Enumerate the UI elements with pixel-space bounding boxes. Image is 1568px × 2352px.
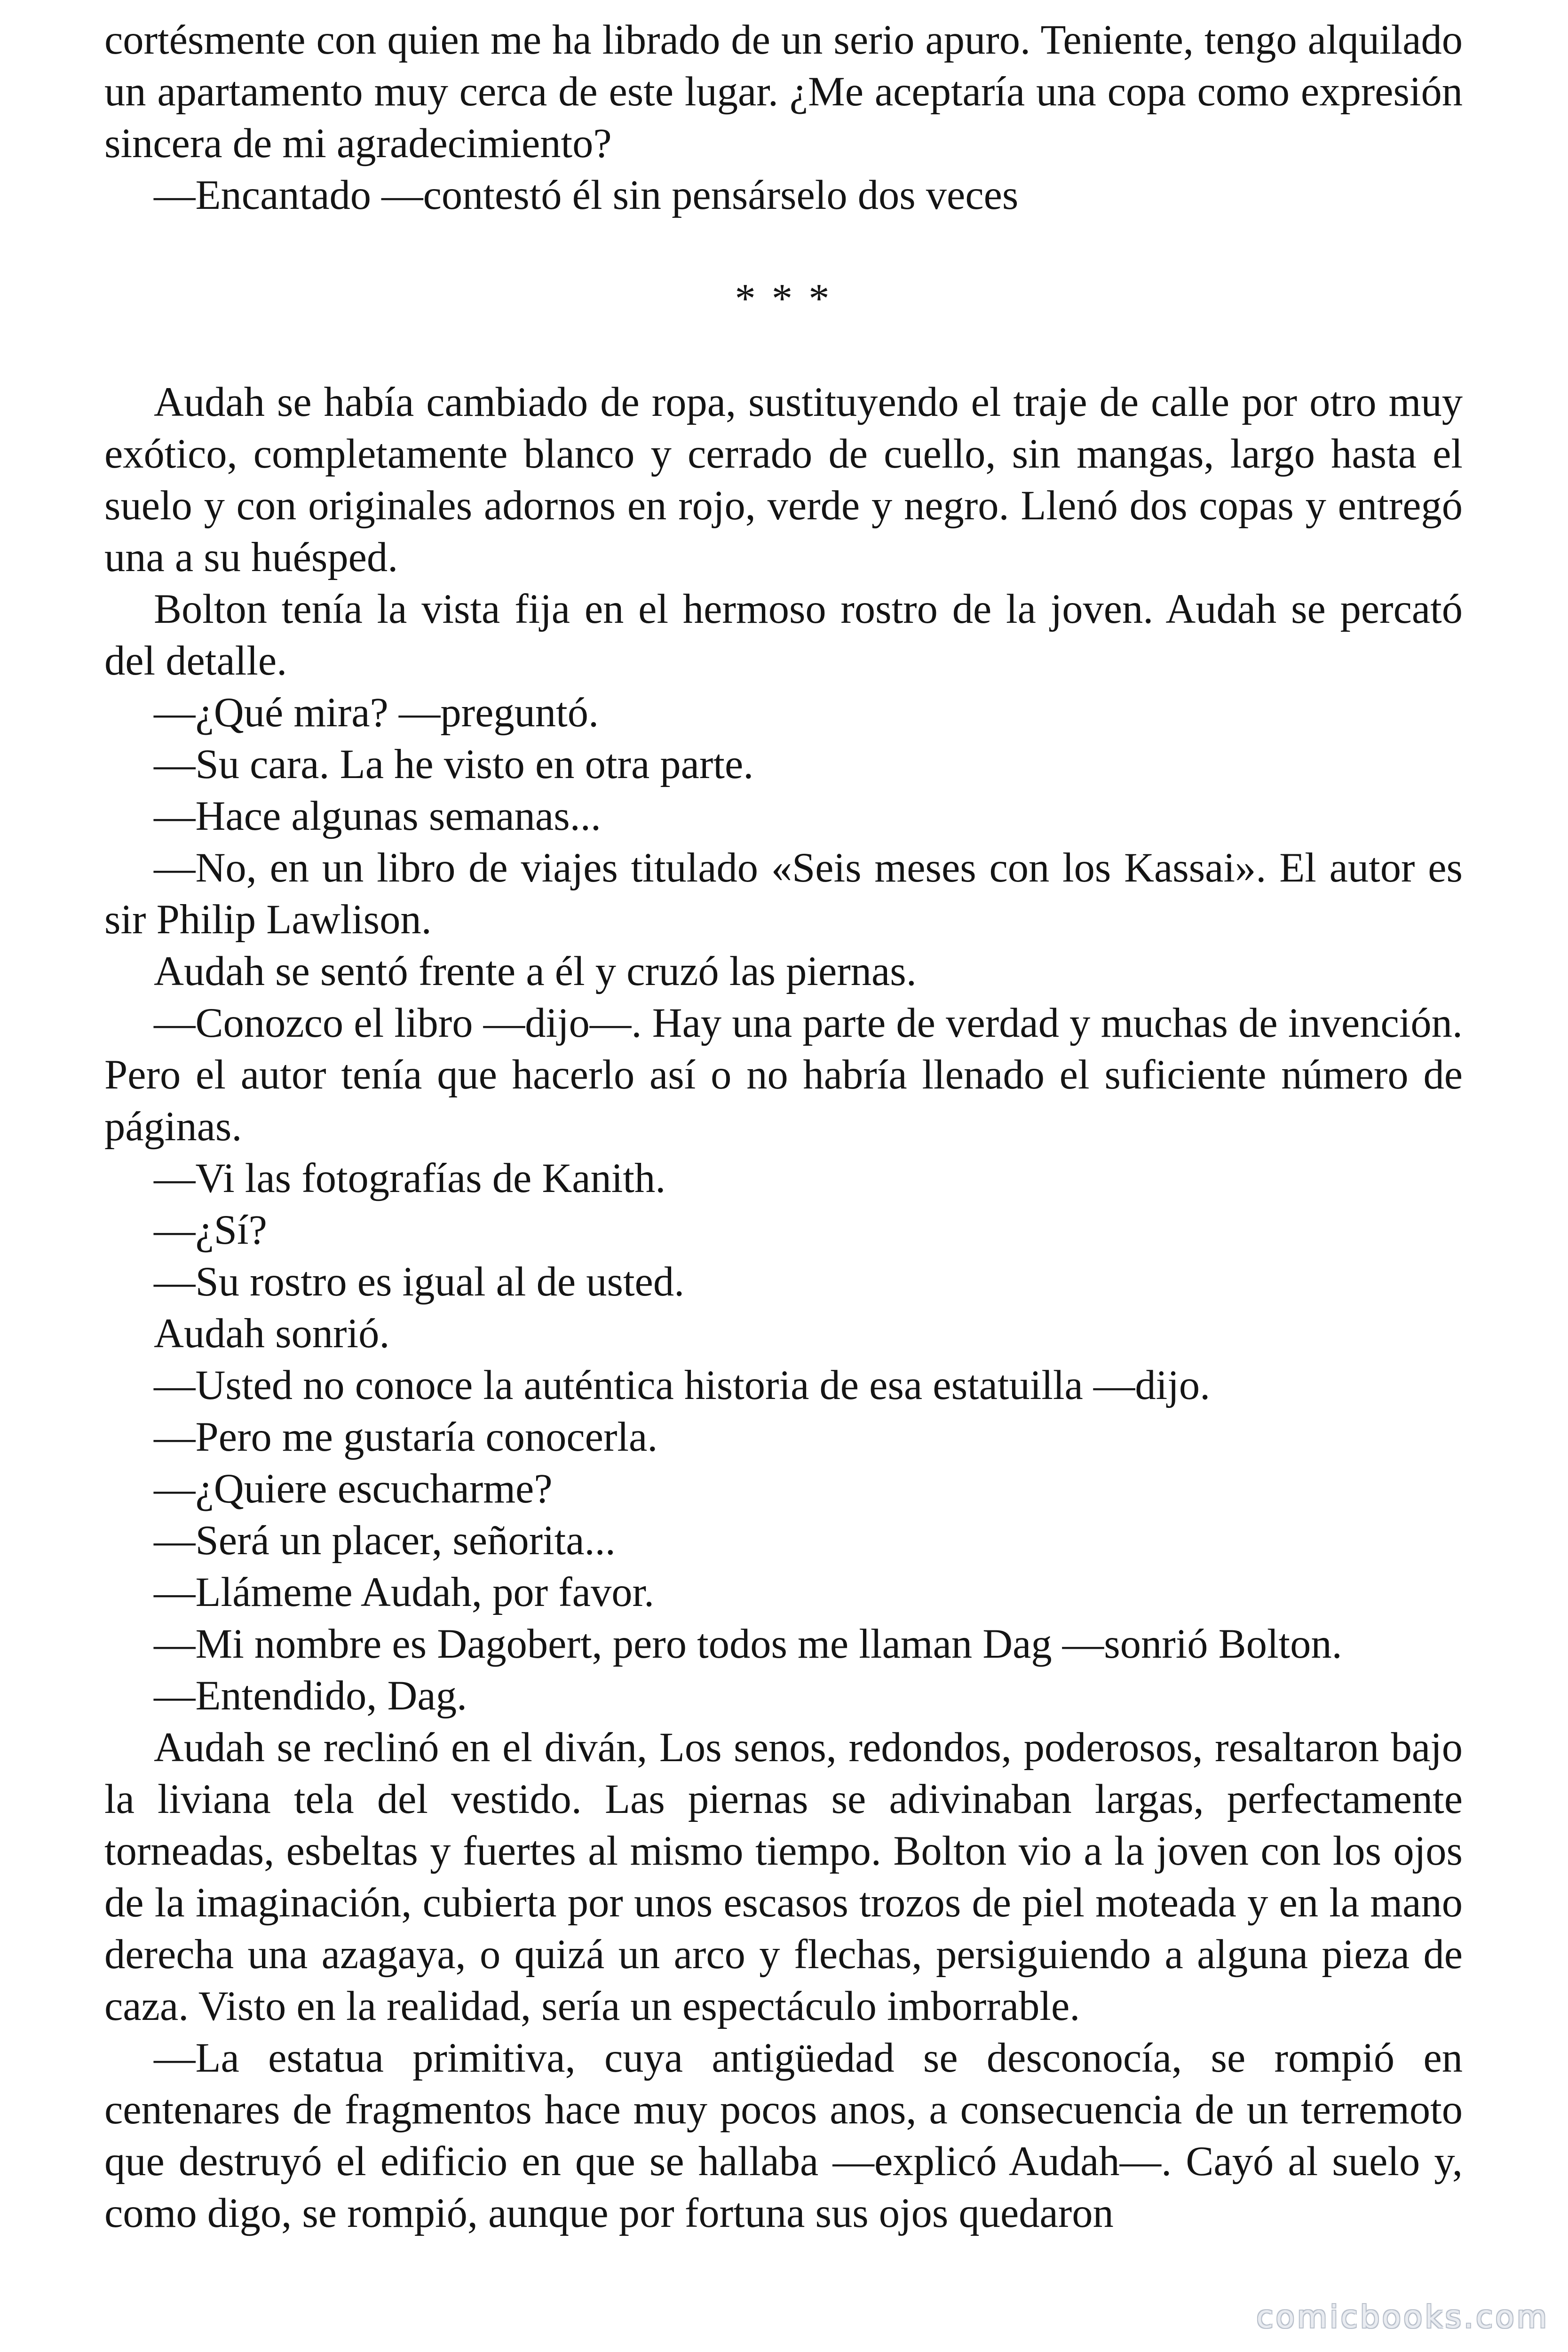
paragraph: —¿Sí? (154, 1207, 267, 1253)
paragraph: —Llámeme Audah, por favor. (154, 1569, 655, 1615)
paragraph: Audah sonrió. (154, 1311, 390, 1357)
paragraph-list (104, 376, 1463, 2239)
paragraph: —¿Quiere escucharme? (154, 1466, 553, 1512)
lead-paragraph: cortésmente con quien me ha librado de un serio apuro. Teniente, tengo alquilado un apartamento muy cerca de este lugar. ¿Me aceptaría una copa como expresión sincera de mi agradecimiento? (104, 17, 1463, 167)
paragraph: —¿Qué mira? —preguntó. (154, 690, 599, 736)
paragraph: Bolton tenía la vista fija en el hermoso rostro de la joven. Audah se percató del detalle. (104, 586, 1463, 684)
paragraph: —Conozco el libro —dijo—. Hay una parte de verdad y muchas de invención. Pero el autor tenía que hacerlo así o no habría llenado el suficiente número de páginas. (104, 1000, 1463, 1150)
paragraph: —La estatua primitiva, cuya antigüedad se desconocía, se rompió en centenares de fragmentos hace muy pocos anos, a consecuencia de un terremoto que destruyó el edificio en que se hallaba —explicó Audah—. Cayó al suelo y, como digo, se rompió, aunque por fortuna sus ojos quedaron (104, 2035, 1463, 2236)
paragraph: —Vi las fotografías de Kanith. (154, 1155, 666, 1201)
paragraph: —No, en un libro de viajes titulado «Seis meses con los Kassai». El autor es sir Philip Lawlison. (104, 845, 1463, 943)
section-separator: * * * (735, 276, 832, 322)
paragraph: —Será un placer, señorita... (154, 1518, 616, 1564)
body-text (104, 14, 1463, 2239)
paragraph: —Su cara. La he visto en otra parte. (154, 741, 754, 787)
paragraph: —Usted no conoce la auténtica historia de esa estatuilla —dijo. (154, 1362, 1211, 1408)
paragraph: —Su rostro es igual al de usted. (154, 1259, 685, 1305)
paragraph: —Mi nombre es Dagobert, pero todos me llaman Dag —sonrió Bolton. (154, 1621, 1342, 1667)
dialogue-line: —Encantado —contestó él sin pensárselo dos veces (154, 172, 1019, 218)
paragraph: Audah se sentó frente a él y cruzó las piernas. (154, 948, 917, 994)
paragraph: Audah se reclinó en el diván, Los senos, redondos, poderosos, resaltaron bajo la liviana tela del vestido. Las piernas se adivinaban largas, perfectamente torneadas, esbeltas y fuertes al mismo tiempo. Bolton vio a la joven con los ojos de la imaginación, cubierta por unos escasos trozos de piel moteada y en la mano derecha una azagaya, o quizá un arco y flechas, persiguiendo a alguna pieza de caza. Visto en la realidad, sería un espectáculo imborrable. (104, 1724, 1463, 2029)
watermark: comicbooks.com (1256, 2299, 1549, 2335)
paragraph: —Hace algunas semanas... (154, 793, 602, 839)
paragraph: —Pero me gustaría conocerla. (154, 1414, 658, 1460)
paragraph: Audah se había cambiado de ropa, sustituyendo el traje de calle por otro muy exótico, completamente blanco y cerrado de cuello, sin mangas, largo hasta el suelo y con originales adornos en rojo, verde y negro. Llenó dos copas y entregó una a su huésped. (104, 379, 1463, 580)
paragraph: —Entendido, Dag. (154, 1673, 467, 1719)
